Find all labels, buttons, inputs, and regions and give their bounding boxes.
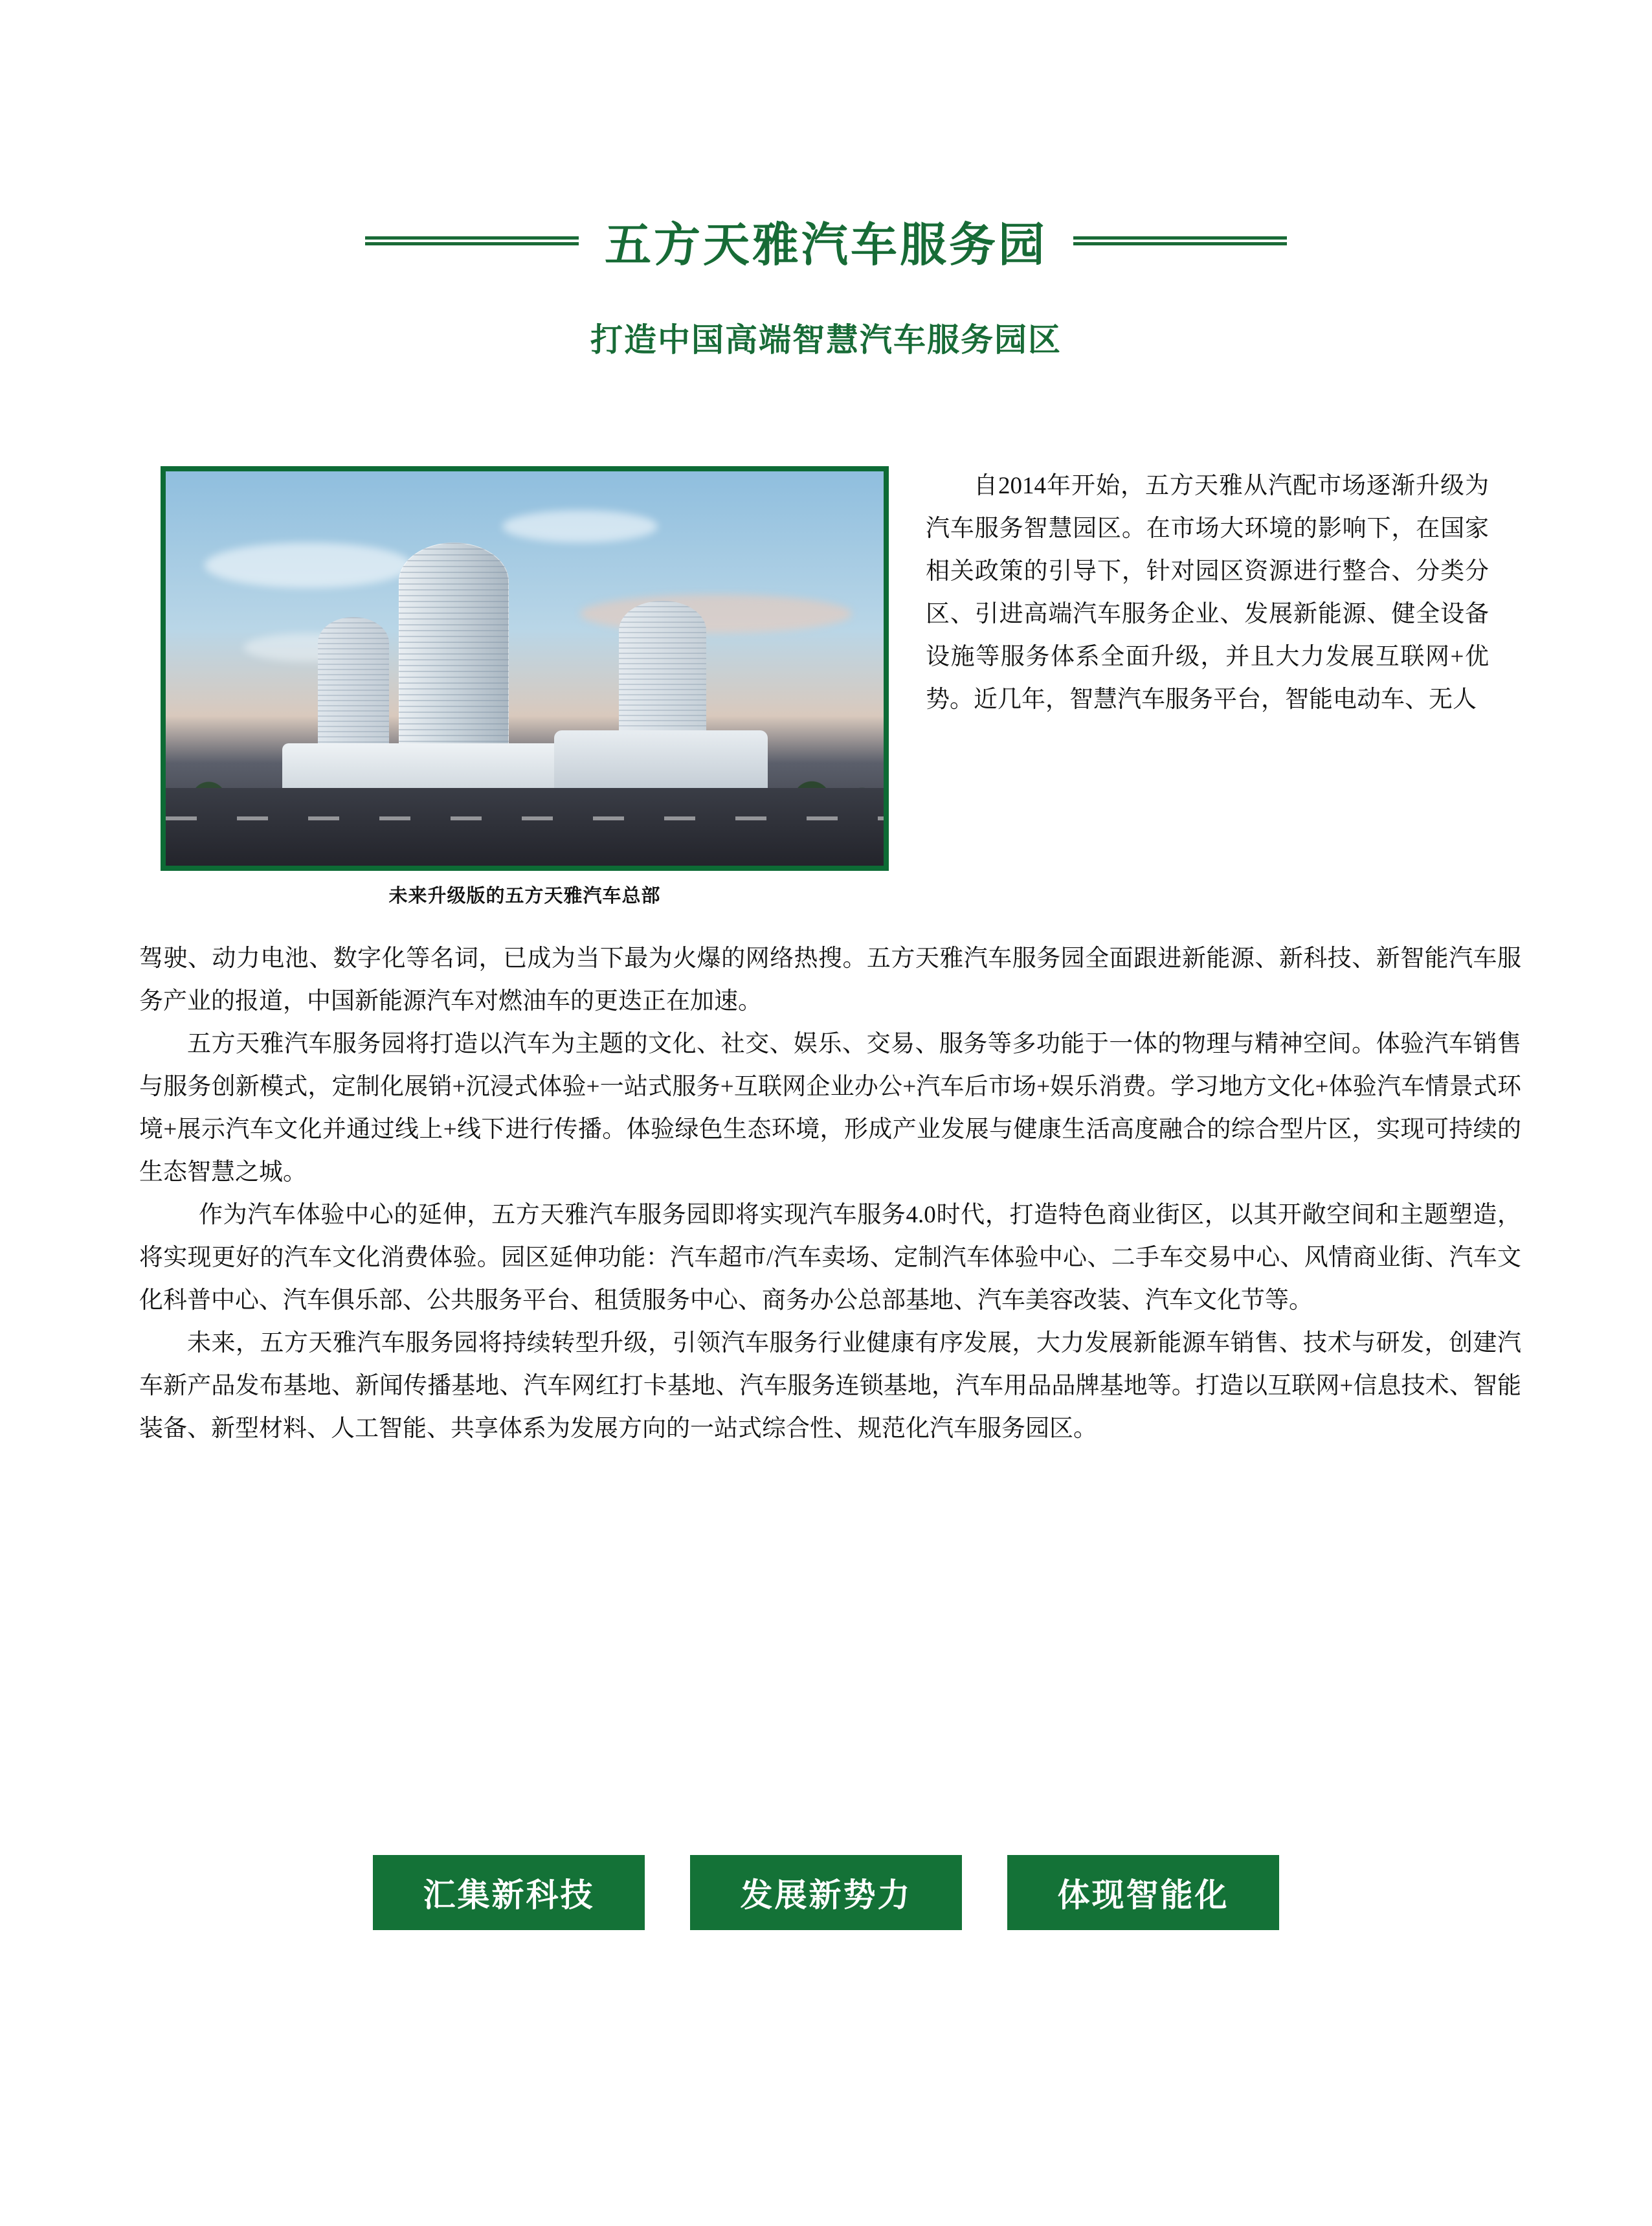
lead-paragraph: 自2014年开始，五方天雅从汽配市场逐渐升级为汽车服务智慧园区。在市场大环境的影响下，在国家相关政策的引导下，针对园区资源进行整合、分类分区、引进高端汽车服务企业、发展新能源、健全设备设施等服务体系全面升级，并且大力发展互联网+优势。近几年，智慧汽车服务平台，智能电动车、无人 xyxy=(926,473,1489,713)
badge-new-technology: 汇集新科技 xyxy=(373,1855,645,1930)
body-text xyxy=(139,938,1521,1450)
title-rule-left xyxy=(365,236,579,245)
page-title: 五方天雅汽车服务园 xyxy=(604,218,1047,272)
page-subtitle: 打造中国高端智慧汽车服务园区 xyxy=(590,321,1062,359)
badge-intelligent: 体现智能化 xyxy=(1007,1855,1279,1930)
building-tower-main xyxy=(399,543,509,769)
paragraph: 作为汽车体验中心的延伸，五方天雅汽车服务园即将实现汽车服务4.0时代，打造特色商业街区，以其开敞空间和主题塑造，将实现更好的汽车文化消费体验。园区延伸功能：汽车超市/汽车卖场、定制汽车体验中心、二手车交易中心、风情商业街、汽车文化科普中心、汽车俱乐部、公共服务平台、租赁服务中心、商务办公总部基地、汽车美容改装、汽车文化节等。 xyxy=(139,1202,1521,1314)
title-rule-right xyxy=(1073,236,1287,245)
title-row xyxy=(0,207,1652,275)
cloud-icon xyxy=(502,510,658,543)
paragraph: 未来，五方天雅汽车服务园将持续转型升级，引领汽车服务行业健康有序发展，大力发展新能源车销售、技术与研发，创建汽车新产品发布基地、新闻传播基地、汽车网红打卡基地、汽车服务连锁基地，汽车用品品牌基地等。打造以互联网+信息技术、智能装备、新型材料、人工智能、共享体系为发展方向的一站式综合性、规范化汽车服务园区。 xyxy=(139,1330,1521,1442)
paragraph: 五方天雅汽车服务园将打造以汽车为主题的文化、社交、娱乐、交易、服务等多功能于一体的物理与精神空间。体验汽车销售与服务创新模式，定制化展销+沉浸式体验+一站式服务+互联网企业办公+汽车后市场+娱乐消费。学习地方文化+体验汽车情景式环境+展示汽车文化并通过线上+线下进行传播。体验绿色生态环境，形成产业发展与健康生活高度融合的综合型片区，实现可持续的生态智慧之城。 xyxy=(139,1031,1521,1186)
badge-new-force: 发展新势力 xyxy=(690,1855,962,1930)
figure xyxy=(161,466,889,908)
figure-caption: 未来升级版的五方天雅汽车总部 xyxy=(388,884,661,906)
badge-row xyxy=(0,1855,1652,1930)
road xyxy=(166,788,884,866)
cloud-icon xyxy=(205,543,412,588)
paragraph-continuation: 驾驶、动力电池、数字化等名词，已成为当下最为火爆的网络热搜。五方天雅汽车服务园全面跟进新能源、新科技、新智能汽车服务产业的报道，中国新能源汽车对燃油车的更迭正在加速。 xyxy=(139,945,1521,1015)
rendering-image xyxy=(161,466,889,871)
